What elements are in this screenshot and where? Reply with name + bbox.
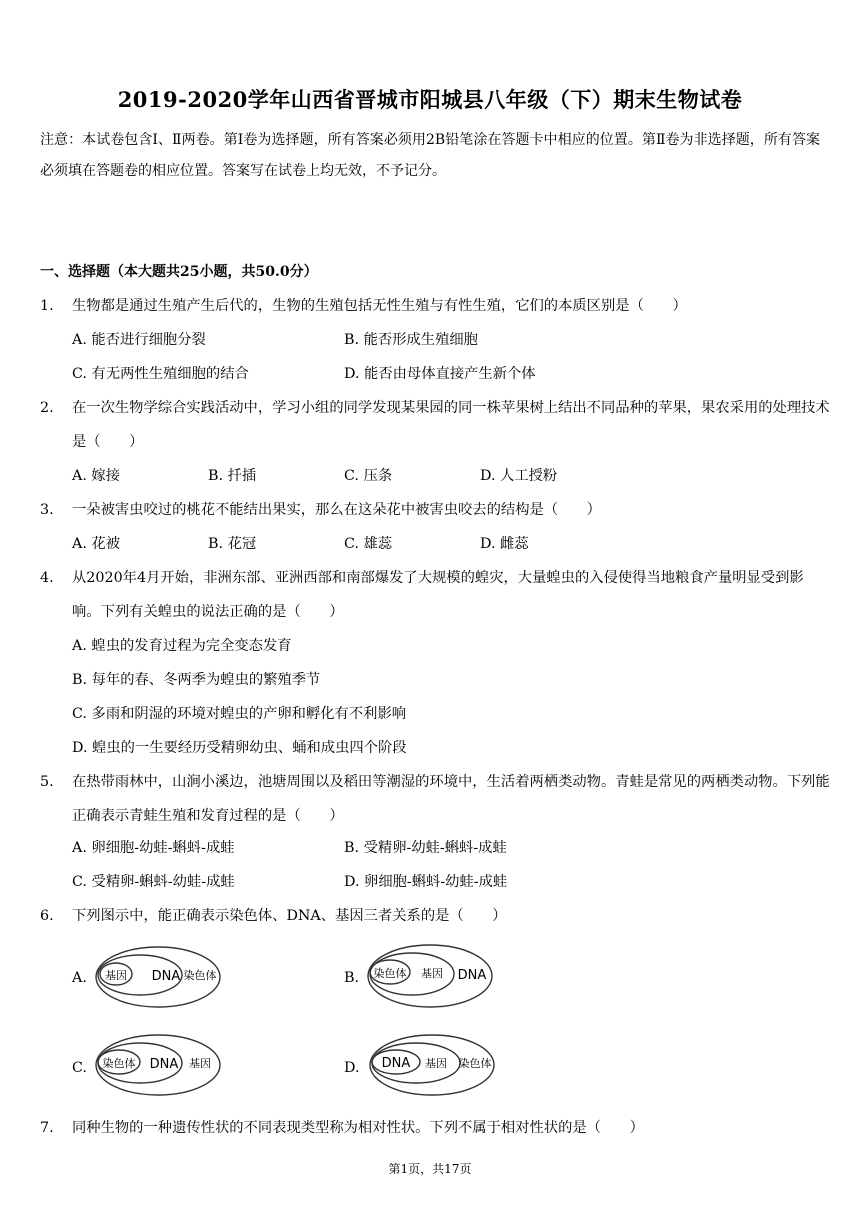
q4-option-d: D. 蝗虫的一生要经历受精卵幼虫、蛹和成虫四个阶段 — [72, 740, 407, 756]
question-number: 6. — [40, 908, 54, 924]
question-number: 2. — [40, 400, 54, 416]
question-number: 4. — [40, 570, 54, 586]
q2-option-c: C. 压条 — [344, 468, 393, 484]
question-text: 下列图示中，能正确表示染色体、DNA、基因三者关系的是（ ） — [72, 908, 507, 924]
diagram-d-middle-label: 基因 — [425, 1057, 447, 1070]
page-footer: 第1页，共17页 — [388, 1162, 472, 1176]
question-text: 同种生物的一种遗传性状的不同表现类型称为相对性状。下列不属于相对性状的是（ ） — [72, 1120, 644, 1136]
diagram-d-inner-label: DNA — [381, 1056, 411, 1071]
diagram-b-outer-label: DNA — [457, 968, 487, 983]
q1-option-c: C. 有无两性生殖细胞的结合 — [72, 366, 249, 382]
venn-diagram-a — [94, 944, 224, 1010]
question-5 — [40, 765, 830, 833]
question-number: 7. — [40, 1120, 54, 1136]
diagram-c-inner-label: 染色体 — [102, 1057, 136, 1070]
question-text: 从2020年4月开始，非洲东部、亚洲西部和南部爆发了大规模的蝗灾，大量蝗虫的入侵使得当地粮食产量明显受到影响。下列有关蝗虫的说法正确的是（ ） — [72, 570, 804, 620]
diagram-d-outer-label: 染色体 — [458, 1057, 492, 1070]
q2-option-a: A. 嫁接 — [72, 468, 121, 484]
q5-option-b: B. 受精卵-幼蛙-蝌蚪-成蛙 — [344, 840, 507, 856]
q4-option-c: C. 多雨和阴湿的环境对蝗虫的产卵和孵化有不利影响 — [72, 706, 407, 722]
question-text: 在一次生物学综合实践活动中，学习小组的同学发现某果园的同一株苹果树上结出不同品种的苹果，果农采用的处理技术是（ ） — [72, 400, 830, 450]
q5-option-c: C. 受精卵-蝌蚪-幼蛙-成蛙 — [72, 874, 235, 890]
question-2 — [40, 391, 830, 459]
question-1 — [40, 289, 830, 323]
q6-option-a: A. — [72, 970, 87, 986]
q2-option-d: D. 人工授粉 — [480, 468, 558, 484]
diagram-c-outer-label: 基因 — [189, 1057, 211, 1070]
diagram-a-middle-label: DNA — [151, 969, 181, 984]
q3-option-d: D. 雌蕊 — [480, 536, 529, 552]
diagram-b-middle-label: 基因 — [421, 967, 443, 980]
diagram-c-middle-label: DNA — [149, 1057, 179, 1072]
q3-option-b: B. 花冠 — [208, 536, 257, 552]
exam-title: 2019-2020学年山西省晋城市阳城县八年级（下）期末生物试卷 — [117, 87, 743, 112]
venn-diagram-b — [366, 942, 496, 1010]
diagram-a-inner-label: 基因 — [105, 969, 127, 982]
q5-option-d: D. 卵细胞-蝌蚪-幼蛙-成蛙 — [344, 874, 508, 890]
q6-option-d: D. — [344, 1060, 360, 1076]
question-text: 生物都是通过生殖产生后代的，生物的生殖包括无性生殖与有性生殖，它们的本质区别是（ ） — [72, 298, 687, 314]
exam-notice: 注意：本试卷包含Ⅰ、Ⅱ两卷。第Ⅰ卷为选择题，所有答案必须用2B铅笔涂在答题卡中相应的位置。第Ⅱ卷为非选择题，所有答案必须填在答题卷的相应位置。答案写在试卷上均无效，不予记分。 — [40, 132, 820, 179]
q3-option-a: A. 花被 — [72, 536, 121, 552]
question-number: 5. — [40, 774, 54, 790]
q2-option-b: B. 扦插 — [208, 468, 257, 484]
venn-diagram-d — [366, 1032, 498, 1098]
question-4 — [40, 561, 830, 629]
q6-option-c: C. — [72, 1060, 87, 1076]
q5-option-a: A. 卵细胞-幼蛙-蝌蚪-成蛙 — [72, 840, 235, 856]
q1-option-b: B. 能否形成生殖细胞 — [344, 332, 478, 348]
section-heading: 一、选择题（本大题共25小题，共50.0分） — [40, 264, 318, 280]
diagram-a-outer-label: 染色体 — [183, 969, 217, 982]
q4-option-b: B. 每年的春、冬两季为蝗虫的繁殖季节 — [72, 672, 321, 688]
q6-option-b: B. — [344, 970, 360, 986]
q1-option-d: D. 能否由母体直接产生新个体 — [344, 366, 536, 382]
question-text: 一朵被害虫咬过的桃花不能结出果实，那么在这朵花中被害虫咬去的结构是（ ） — [72, 502, 601, 518]
question-6 — [40, 899, 830, 933]
venn-diagram-c — [94, 1032, 224, 1098]
question-number: 3. — [40, 502, 54, 518]
q3-option-c: C. 雄蕊 — [344, 536, 393, 552]
question-3 — [40, 493, 830, 527]
question-text: 在热带雨林中，山涧小溪边，池塘周围以及稻田等潮湿的环境中，生活着两栖类动物。青蛙是常见的两栖类动物。下列能正确表示青蛙生殖和发育过程的是（ ） — [72, 774, 830, 824]
question-7 — [40, 1111, 830, 1145]
question-number: 1. — [40, 298, 54, 314]
diagram-b-inner-label: 染色体 — [373, 967, 407, 980]
q4-option-a: A. 蝗虫的发育过程为完全变态发育 — [72, 638, 292, 654]
q1-option-a: A. 能否进行细胞分裂 — [72, 332, 206, 348]
